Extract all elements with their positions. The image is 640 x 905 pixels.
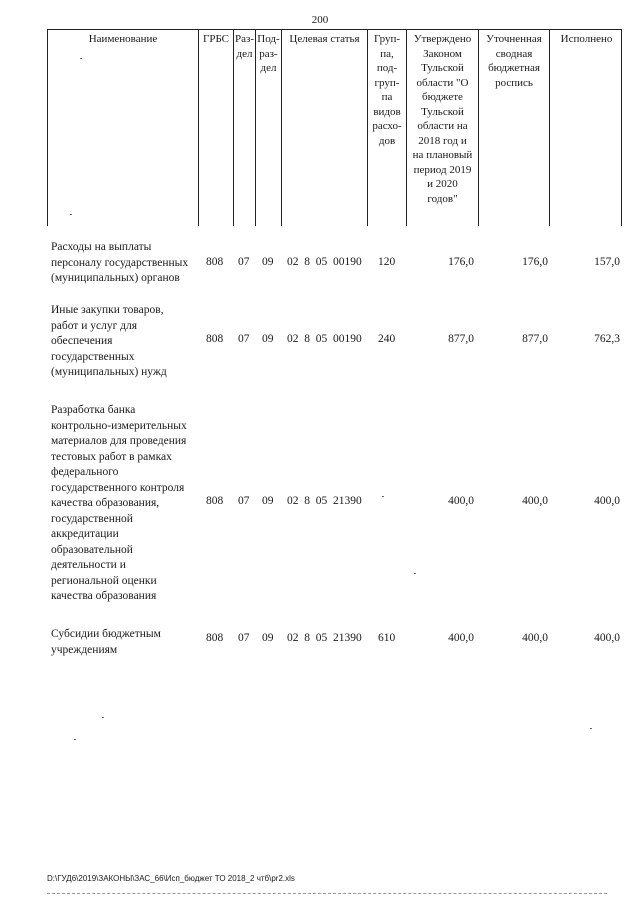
row-group: 240	[378, 333, 396, 345]
row-podrazdel: 09	[262, 333, 274, 345]
row-approved: 400,0	[448, 632, 474, 644]
header-executed	[550, 30, 623, 226]
row-name: Иные закупки товаров, работ и услуг для обеспечения государственных (муниципальных) нужд	[51, 304, 167, 378]
row-podrazdel: 09	[262, 495, 274, 507]
header-group-label: Груп- па, под- груп- па видов расхо- дов	[372, 33, 402, 147]
row-razdel: 07	[238, 632, 250, 644]
scan-speck	[382, 496, 384, 497]
row-group: 120	[378, 256, 396, 268]
header-name	[48, 30, 199, 226]
header-podrazdel-label: Под- раз- дел	[257, 33, 280, 74]
row-group: 610	[378, 632, 396, 644]
row-grbs: 808	[206, 495, 224, 507]
row-razdel: 07	[238, 333, 250, 345]
bottom-divider	[47, 893, 607, 894]
header-group	[368, 30, 407, 226]
row-podrazdel: 09	[262, 632, 274, 644]
row-refined: 400,0	[522, 632, 548, 644]
row-grbs: 808	[206, 256, 224, 268]
scan-speck	[70, 214, 72, 215]
header-target	[282, 30, 368, 226]
row-name: Разработка банка контрольно-измерительных материалов для проведения тестовых работ в рамках федерального государственного контроля качества образования, государственной аккредитации образовательной деятельности и региональной оценки качества образования	[51, 404, 187, 602]
header-name-label: Наименование	[88, 33, 158, 45]
header-refined	[479, 30, 550, 226]
row-executed: 400,0	[594, 495, 620, 507]
scan-speck	[80, 58, 82, 59]
header-grbs	[199, 30, 234, 226]
row-target: 02 8 05 00190	[287, 256, 362, 268]
header-razdel-label: Раз- дел	[234, 33, 254, 60]
scan-speck	[102, 717, 104, 718]
scan-speck	[414, 573, 416, 574]
row-executed: 762,3	[594, 333, 620, 345]
row-approved: 400,0	[448, 495, 474, 507]
header-approved	[407, 30, 479, 226]
row-podrazdel: 09	[262, 256, 274, 268]
row-target: 02 8 05 21390	[287, 495, 362, 507]
header-target-label: Целевая статья	[289, 33, 360, 45]
header-refined-label: Уточненная сводная бюджетная роспись	[486, 33, 542, 89]
header-executed-label: Исполнено	[560, 33, 613, 45]
page-number: 200	[311, 14, 329, 26]
file-path-footer: D:\ГУД6\2019\ЗАКОНЫ\ЗАС_66\Исп_бюджет ТО 2018_2 чтб\pr2.xls	[47, 874, 295, 883]
scan-speck	[590, 728, 592, 729]
row-razdel: 07	[238, 495, 250, 507]
row-approved: 877,0	[448, 333, 474, 345]
header-razdel	[234, 30, 256, 226]
row-executed: 157,0	[594, 256, 620, 268]
row-grbs: 808	[206, 632, 224, 644]
row-grbs: 808	[206, 333, 224, 345]
row-razdel: 07	[238, 256, 250, 268]
row-refined: 400,0	[522, 495, 548, 507]
row-refined: 877,0	[522, 333, 548, 345]
header-podrazdel	[256, 30, 282, 226]
row-target: 02 8 05 21390	[287, 632, 362, 644]
table-header	[47, 29, 622, 226]
row-executed: 400,0	[594, 632, 620, 644]
header-grbs-label: ГРБС	[202, 33, 230, 45]
header-approved-label: Утверждено Законом Тульской области "О бюджете Тульской области на 2018 год и на плановый период 2019 и 2020 годов"	[412, 33, 473, 205]
row-approved: 176,0	[448, 256, 474, 268]
row-name: Расходы на выплаты персоналу государственных (муниципальных) органов	[51, 241, 189, 284]
scan-speck	[74, 739, 76, 740]
row-refined: 176,0	[522, 256, 548, 268]
row-target: 02 8 05 00190	[287, 333, 362, 345]
row-name: Субсидии бюджетным учреждениям	[51, 628, 161, 656]
